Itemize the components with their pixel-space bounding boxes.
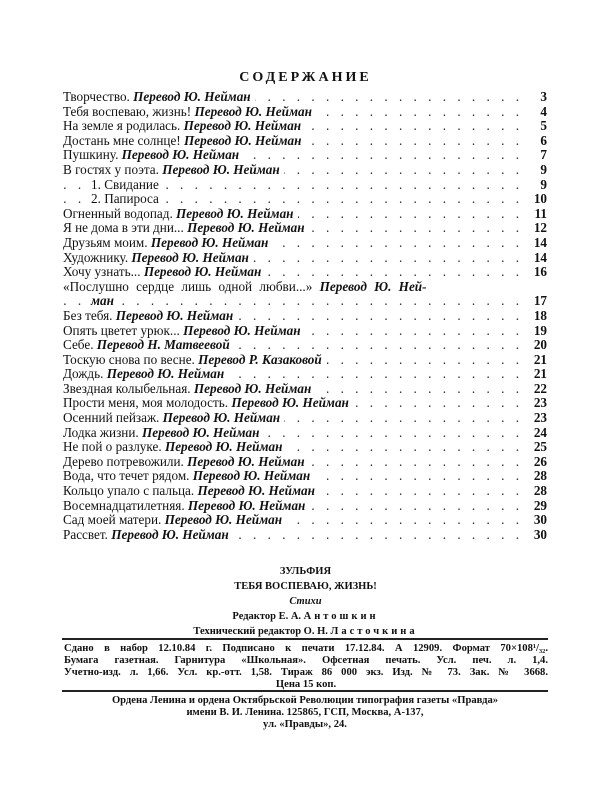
printer-line: ул. «Правды», 24. <box>263 719 347 730</box>
toc-entry <box>63 265 547 280</box>
toc-entry-translator: Перевод Ю. Нейман <box>162 411 281 426</box>
toc-entry-title: Пушкину. <box>63 148 119 163</box>
toc-entry-title: Прости меня, моя молодость. <box>63 396 229 411</box>
toc-entry-title: Дерево потревожили. <box>63 454 184 469</box>
leader-dots <box>63 294 519 309</box>
toc-entry-translator-cont: ман <box>91 294 114 309</box>
divider-rule <box>62 690 548 692</box>
tech-editor-name: Ласточкина <box>330 626 418 637</box>
toc-entry-title: «Послушно сердце лишь одной любви...» <box>63 279 313 294</box>
toc-entry-page: 24 <box>521 426 547 441</box>
toc-entry-page: 22 <box>521 382 547 397</box>
price: Цена 15 коп. <box>275 679 337 690</box>
toc-entry-page: 18 <box>521 309 547 324</box>
toc-entry <box>63 324 547 339</box>
toc-entry <box>63 513 547 528</box>
toc-entry-page: 30 <box>521 528 547 543</box>
toc-entry-translator: Перевод Ю. Нейман <box>192 469 311 484</box>
imprint-genre: Стихи <box>289 596 322 607</box>
toc-entry <box>63 105 547 120</box>
toc-entry-page: 28 <box>521 484 547 499</box>
toc-entry-page: 23 <box>521 411 547 426</box>
imprint-editor <box>0 611 611 622</box>
toc-entry <box>63 426 547 441</box>
toc-entry-page: 16 <box>521 265 547 280</box>
publication-line: Бумага газетная. Гарнитура «Школьная». Офсетная печать. Усл. печ. л. 1,4. <box>64 655 548 666</box>
toc-entry-page: 5 <box>521 119 547 134</box>
toc-entry-translator: Перевод Р. Казаковой <box>198 352 322 367</box>
toc-entry <box>63 236 547 251</box>
toc-entry <box>63 528 547 543</box>
toc-entry-title: Восемнадцатилетняя. <box>63 498 185 513</box>
toc-entry-title: Вода, что течет рядом. <box>63 469 190 484</box>
toc-entry <box>63 148 547 163</box>
toc-entry-page: 6 <box>521 134 547 149</box>
toc-entry <box>63 353 547 368</box>
toc-entry-title: Друзьям моим. <box>63 235 148 250</box>
toc-entry-translator: Перевод Ю. Нейман <box>187 454 305 469</box>
toc-entry-title: Себе. <box>63 338 94 353</box>
toc-entry <box>63 469 547 484</box>
toc-entry-title: Дождь. <box>63 367 104 382</box>
toc-entry-title: Не пой о разлуке. <box>63 440 162 455</box>
toc-entry-translator: Перевод Ю. Нейман <box>183 119 302 134</box>
printer-info <box>62 695 548 731</box>
toc-entry <box>63 192 547 207</box>
toc-entry <box>63 207 547 222</box>
toc-entry-title: Сад моей матери. <box>63 513 162 528</box>
toc-entry-translator: Перевод Ю. Нейман <box>176 206 294 221</box>
toc-entry-translator: Перевод Ю. Нейман <box>187 498 306 513</box>
toc-entry-title: Осенний пейзаж. <box>63 411 160 426</box>
toc-entry <box>63 411 547 426</box>
toc-entry-page: 21 <box>521 367 547 382</box>
toc-entry-title: В гостях у поэта. <box>63 162 159 177</box>
toc-entry-title: Тоскую снова по весне. <box>63 352 195 367</box>
table-of-contents <box>63 90 547 542</box>
publication-line: Учетно-изд. л. 1,66. Усл. кр.-отт. 1,58. Тираж 86 000 экз. Изд. № 73. Зак. № 3668. <box>64 667 548 678</box>
toc-entry-title: Тебя воспеваю, жизнь! <box>63 104 192 119</box>
toc-entry-page: 19 <box>521 324 547 339</box>
toc-entry <box>63 119 547 134</box>
toc-entry-translator: Перевод Ю. Ней- <box>319 279 427 294</box>
toc-entry-translator: Перевод Ю. Нейман <box>141 425 260 440</box>
toc-entry-page: 20 <box>521 338 547 353</box>
toc-entry-translator: Перевод Н. Матвеевой <box>96 338 230 353</box>
toc-entry <box>63 455 547 470</box>
toc-entry <box>63 309 547 324</box>
toc-entry-page: 9 <box>521 163 547 178</box>
toc-entry-title: Опять цветет урюк... <box>63 323 180 338</box>
toc-entry-translator: Перевод Ю. Нейман <box>164 440 283 455</box>
toc-entry <box>63 499 547 514</box>
toc-entry <box>63 396 547 411</box>
toc-entry-page: 28 <box>521 469 547 484</box>
toc-entry <box>63 382 547 397</box>
toc-entry-page: 14 <box>521 251 547 266</box>
toc-entry-page: 21 <box>521 353 547 368</box>
editor-label: Редактор Е. А. <box>232 611 302 622</box>
toc-entry <box>63 367 547 382</box>
toc-entry <box>63 134 547 149</box>
toc-entry <box>63 178 547 193</box>
toc-entry-translator: Перевод Ю. Нейман <box>194 104 312 119</box>
toc-entry-title: Хочу узнать... <box>63 265 141 280</box>
toc-entry-title: Без тебя. <box>63 308 113 323</box>
toc-entry-title: 2. Папироса <box>91 192 159 207</box>
toc-entry-page: 30 <box>521 513 547 528</box>
toc-entry-translator: Перевод Ю. Нейман <box>121 148 240 163</box>
toc-entry-page: 11 <box>521 207 547 222</box>
toc-entry <box>63 280 547 295</box>
toc-entry-page: 12 <box>521 221 547 236</box>
toc-entry <box>63 221 547 236</box>
toc-entry-translator: Перевод Ю. Нейман <box>164 513 283 528</box>
toc-entry <box>63 440 547 455</box>
toc-entry-translator: Перевод Ю. Нейман <box>197 484 315 499</box>
imprint-author: ЗУЛЬФИЯ <box>279 566 332 577</box>
toc-entry-page: 3 <box>521 90 547 105</box>
toc-entry-translator: Перевод Ю. Нейман <box>111 527 229 542</box>
divider-rule <box>62 638 548 640</box>
toc-entry-page: 17 <box>521 294 547 309</box>
toc-entry-translator: Перевод Ю. Нейман <box>162 162 280 177</box>
toc-entry-translator: Перевод Ю. Нейман <box>183 133 302 148</box>
toc-entry-title: Огненный водопад. <box>63 206 173 221</box>
publication-line: Сдано в набор 12.10.84 г. Подписано к печати 17.12.84. А 12909. Формат 70×108¹/₃₂. <box>64 643 548 654</box>
toc-entry-title: Художнику. <box>63 250 129 265</box>
toc-entry-page: 10 <box>521 192 547 207</box>
imprint-book-title: ТЕБЯ ВОСПЕВАЮ, ЖИЗНЬ! <box>234 581 377 592</box>
toc-entry <box>63 251 547 266</box>
toc-entry-title: Я не дома в эти дни... <box>63 221 184 236</box>
toc-entry-title: 1. Свидание <box>91 177 159 192</box>
toc-entry-title: Рассвет. <box>63 527 108 542</box>
toc-entry-translator: Перевод Ю. Нейман <box>150 235 269 250</box>
printer-line: имени В. И. Ленина. 125865, ГСП, Москва, А-137, <box>186 707 424 718</box>
toc-entry-title: На земле я родилась. <box>63 119 181 134</box>
toc-entry-translator: Перевод Ю. Нейман <box>143 265 262 280</box>
toc-entry-translator: Перевод Ю. Нейман <box>187 221 305 236</box>
editor-name: Антошкин <box>303 611 379 622</box>
toc-entry <box>63 338 547 353</box>
toc-title: СОДЕРЖАНИЕ <box>239 70 372 85</box>
toc-entry-translator: Перевод Ю. Нейман <box>106 367 225 382</box>
toc-entry-translator: Перевод Ю. Нейман <box>193 381 312 396</box>
imprint-tech-editor <box>0 626 611 637</box>
toc-entry-title: Творчество. <box>63 90 130 104</box>
toc-entry-page: 14 <box>521 236 547 251</box>
toc-entry-page: 4 <box>521 105 547 120</box>
printer-line: Ордена Ленина и ордена Октябрьской Революции типография газеты «Правда» <box>111 695 499 706</box>
toc-entry-title: Достань мне солнце! <box>63 133 181 148</box>
toc-entry-continuation <box>63 294 547 309</box>
toc-entry-page: 23 <box>521 396 547 411</box>
tech-editor-label: Технический редактор О. Н. <box>193 626 328 637</box>
toc-entry-page: 29 <box>521 499 547 514</box>
toc-entry-translator: Перевод Ю. Нейман <box>133 90 251 104</box>
toc-entry-translator: Перевод Ю. Нейман <box>115 308 234 323</box>
toc-entry-page: 9 <box>521 178 547 193</box>
toc-entry <box>63 90 547 105</box>
toc-entry-title: Звездная колыбельная. <box>63 381 191 396</box>
toc-entry-page: 26 <box>521 455 547 470</box>
toc-entry <box>63 163 547 178</box>
toc-entry-translator: Перевод Ю. Нейман <box>131 250 249 265</box>
toc-entry-title: Лодка жизни. <box>63 425 139 440</box>
toc-entry-translator: Перевод Ю. Нейман <box>183 323 301 338</box>
toc-entry <box>63 484 547 499</box>
toc-entry-title: Кольцо упало с пальца. <box>63 484 195 499</box>
publication-details <box>64 643 548 691</box>
toc-entry-page: 7 <box>521 148 547 163</box>
toc-entry-translator: Перевод Ю. Нейман <box>231 396 349 411</box>
toc-entry-page: 25 <box>521 440 547 455</box>
